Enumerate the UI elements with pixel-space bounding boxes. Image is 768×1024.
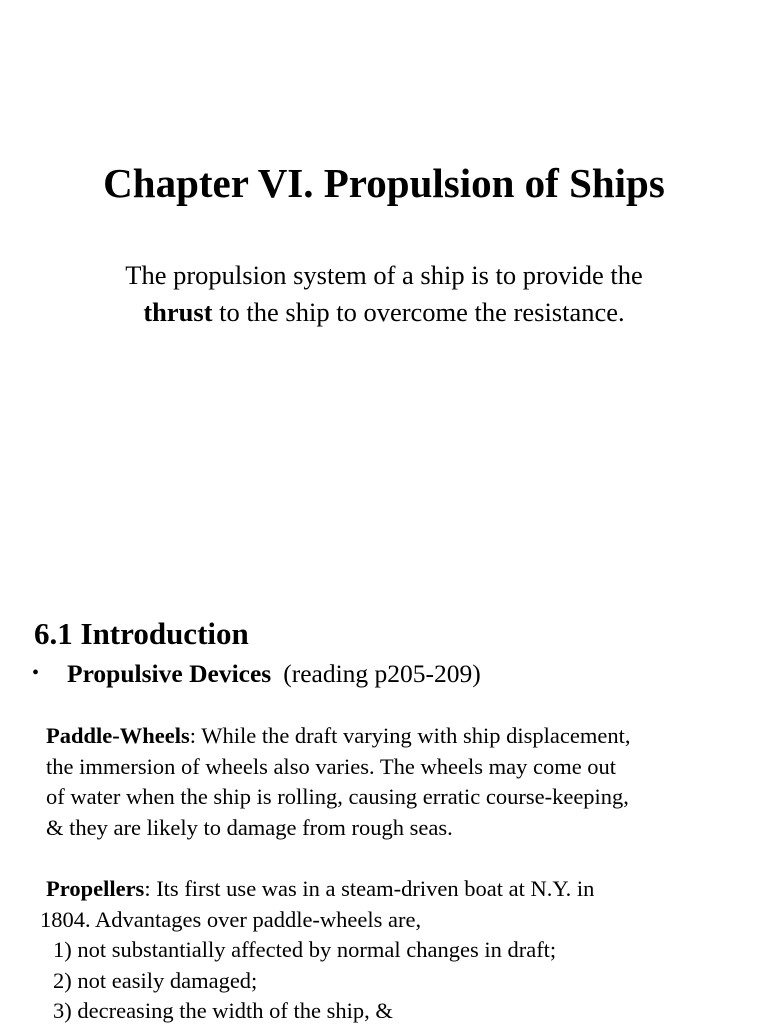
bullet-note: (reading p205-209) xyxy=(283,659,481,688)
section-heading: 6.1 Introduction xyxy=(34,616,249,651)
paddle-wheels-paragraph xyxy=(46,721,630,843)
paddle-wheels-term: Paddle-Wheels xyxy=(46,723,190,748)
chapter-subtitle xyxy=(0,257,768,331)
propellers-advantage-3: 3) decreasing the width of the ship, & xyxy=(53,998,393,1023)
subtitle-line-2 xyxy=(0,294,768,331)
paddle-line-1-text: : While the draft varying with ship displacement, xyxy=(189,723,631,748)
propellers-line-2: 1804. Advantages over paddle-wheels are, xyxy=(40,906,422,932)
paddle-line-3: of water when the ship is rolling, causing erratic course-keeping, xyxy=(46,784,629,809)
propellers-line-1 xyxy=(40,874,594,905)
propellers-line-1-text: : Its first use was in a steam-driven boat at N.Y. in xyxy=(144,876,595,901)
subtitle-line-1: The propulsion system of a ship is to provide the xyxy=(125,260,643,290)
propellers-advantage-2: 2) not easily damaged; xyxy=(53,967,258,993)
chapter-title: Chapter VI. Propulsion of Ships xyxy=(103,160,665,206)
paddle-line-2: the immersion of wheels also varies. The wheels may come out xyxy=(46,753,617,779)
bullet-symbol: • xyxy=(32,662,40,684)
subtitle-bold-term: thrust xyxy=(143,297,213,327)
paddle-line-1 xyxy=(46,721,630,752)
paddle-line-4: & they are likely to damage from rough seas. xyxy=(46,814,453,840)
bullet-title: Propulsive Devices xyxy=(67,659,272,688)
propellers-advantage-1: 1) not substantially affected by normal changes in draft; xyxy=(53,937,557,962)
propellers-term: Propellers xyxy=(46,876,145,901)
subtitle-line-2-rest: to the ship to overcome the resistance. xyxy=(212,297,625,327)
bullet-item xyxy=(32,656,481,691)
propellers-paragraph xyxy=(40,874,594,1024)
